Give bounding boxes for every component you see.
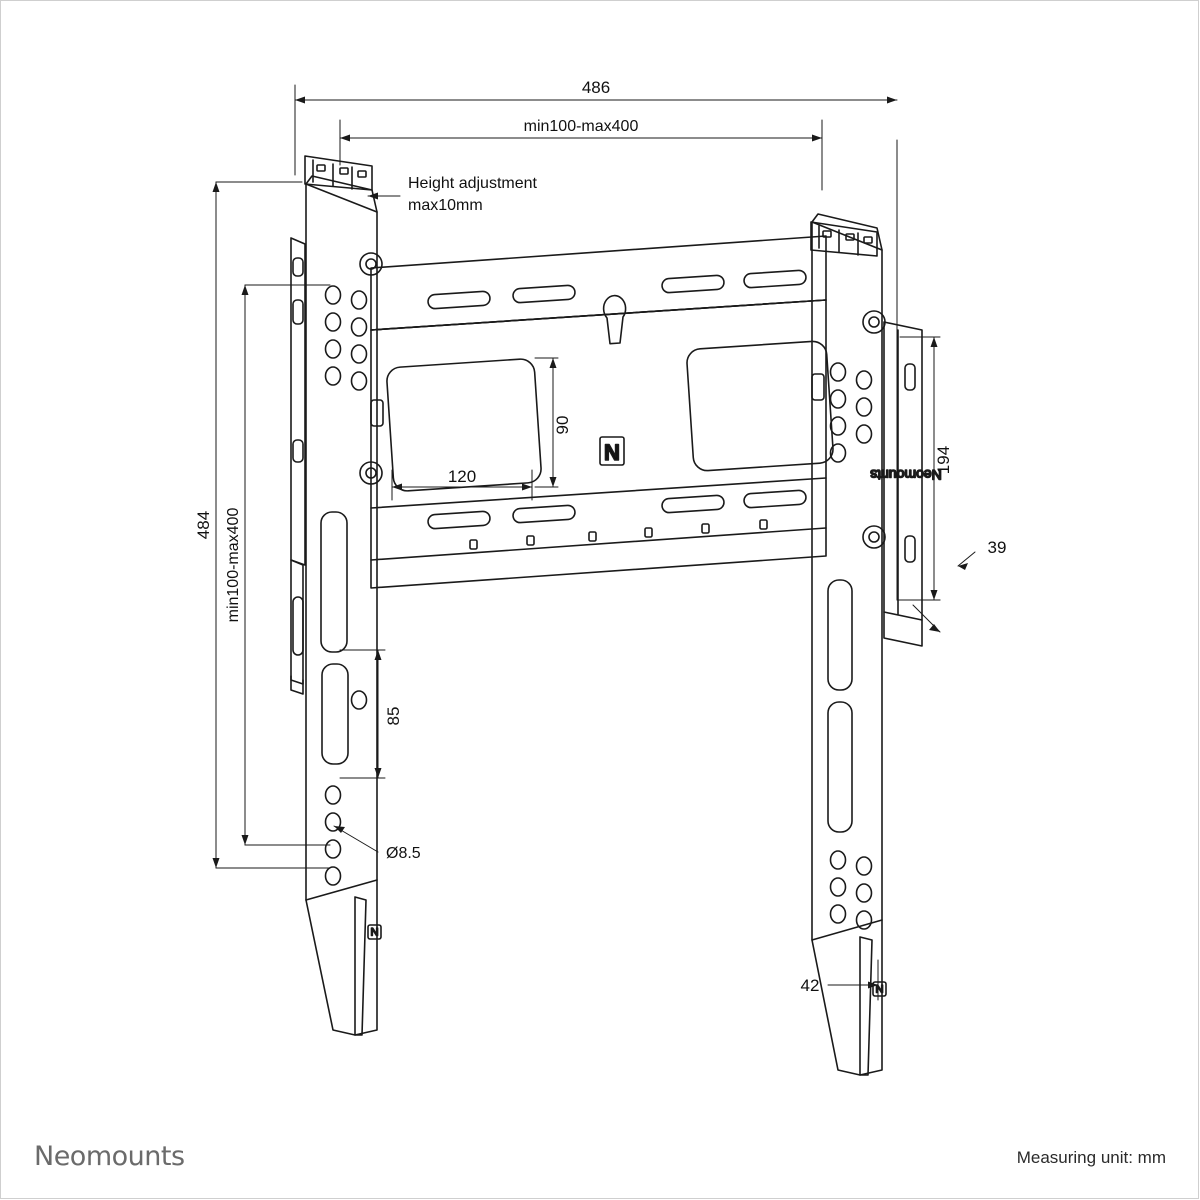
dimension-lines <box>213 85 976 1000</box>
dim-top-width: 486 <box>581 78 611 97</box>
dim-top-range: min100-max400 <box>523 118 639 135</box>
left-side-profile <box>291 238 305 694</box>
dim-bottom-offset: 42 <box>800 976 820 995</box>
height-adjustment-label-line2: max10mm <box>408 197 483 214</box>
right-side-profile <box>870 322 942 646</box>
left-vertical-rail <box>305 156 381 1035</box>
dim-left-range: min100-max400 <box>225 507 242 623</box>
dim-depth: 39 <box>987 538 1007 557</box>
dim-plate-width: 120 <box>447 467 477 486</box>
right-vertical-rail <box>811 214 886 1075</box>
tv-mount-plate <box>360 236 885 588</box>
svg-text:N: N <box>875 982 884 994</box>
dim-right-height: 194 <box>934 445 953 475</box>
svg-text:N: N <box>604 440 620 465</box>
svg-text:N: N <box>370 925 379 937</box>
svg-text:Neomounts: Neomounts <box>870 467 942 483</box>
brand-logo: Neomounts <box>34 1141 185 1172</box>
dim-plate-height: 90 <box>553 415 572 435</box>
measuring-unit-note: Measuring unit: mm <box>1016 1148 1166 1167</box>
dim-hole-diameter: Ø8.5 <box>386 845 421 862</box>
dim-left-height: 484 <box>194 510 213 540</box>
dim-bracket-span: 85 <box>384 706 403 726</box>
height-adjustment-label-line1: Height adjustment <box>408 175 537 192</box>
